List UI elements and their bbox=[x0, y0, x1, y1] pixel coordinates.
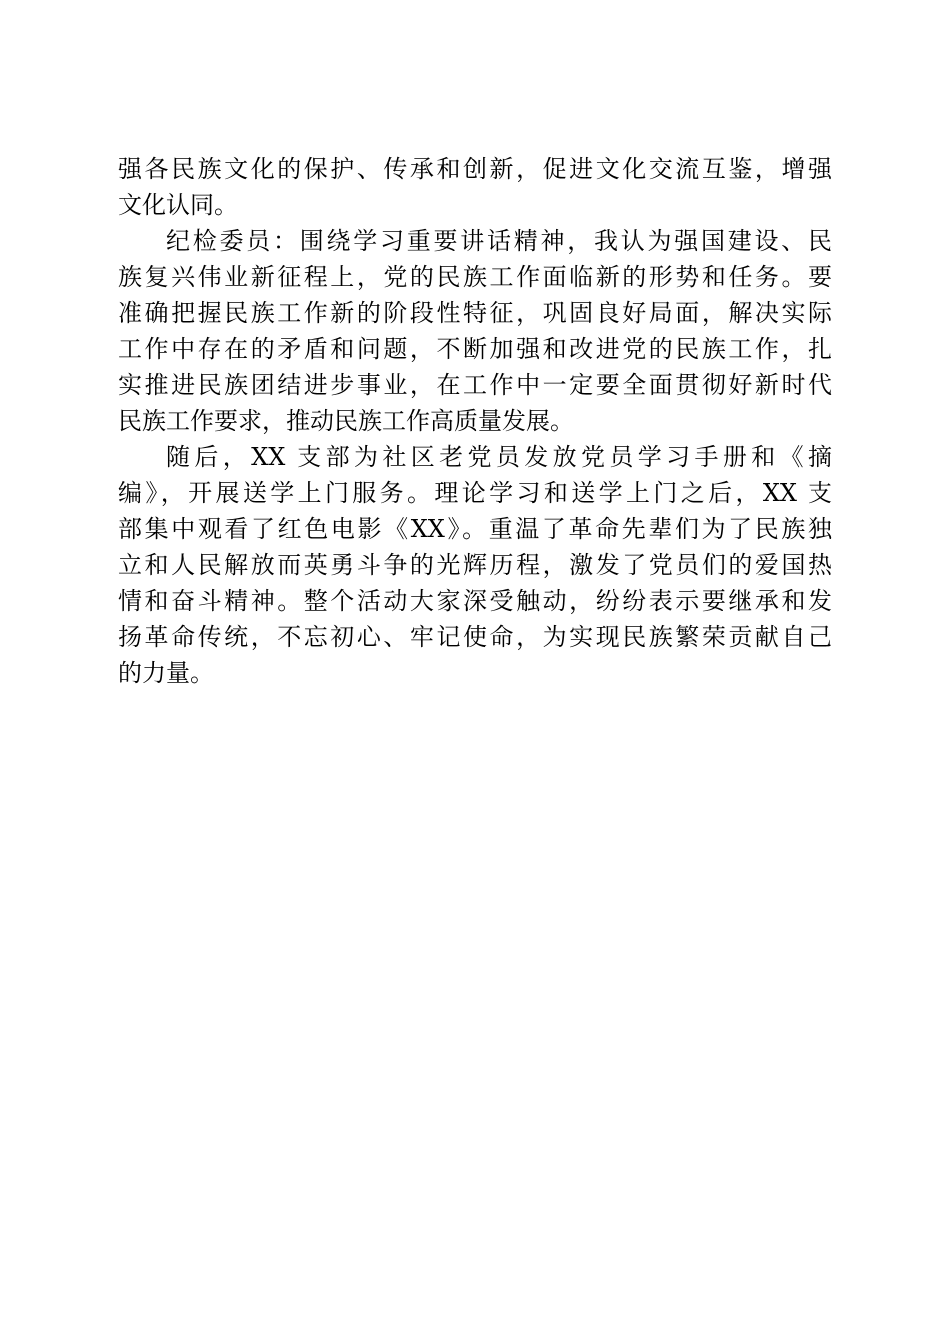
paragraph-line: 族复兴伟业新征程上，党的民族工作面临新的形势和任务。要 bbox=[118, 263, 832, 291]
paragraph-line: 实推进民族团结进步事业，在工作中一定要全面贯彻好新时代 bbox=[118, 371, 832, 399]
paragraph-line: 随后，XX 支部为社区老党员发放党员学习手册和《摘 bbox=[166, 443, 832, 471]
paragraph-line: 准确把握民族工作新的阶段性特征，巩固良好局面，解决实际 bbox=[118, 299, 832, 327]
paragraph-discipline-inspector bbox=[118, 223, 832, 439]
paragraph-line: 的力量。 bbox=[118, 659, 214, 687]
paragraph-line: 扬革命传统，不忘初心、牢记使命，为实现民族繁荣贡献自己 bbox=[118, 623, 832, 651]
paragraph-line: 立和人民解放而英勇斗争的光辉历程，激发了党员们的爱国热 bbox=[118, 551, 832, 579]
paragraph-line: 纪检委员：围绕学习重要讲话精神，我认为强国建设、民 bbox=[166, 227, 832, 255]
paragraph-line: 编》，开展送学上门服务。理论学习和送学上门之后，XX 支 bbox=[118, 479, 832, 507]
paragraph-line: 工作中存在的矛盾和问题，不断加强和改进党的民族工作，扎 bbox=[118, 335, 832, 363]
paragraph-line: 部集中观看了红色电影《XX》。重温了革命先辈们为了民族独 bbox=[118, 515, 832, 543]
paragraph-line: 强各民族文化的保护、传承和创新，促进文化交流互鉴，增强 bbox=[118, 155, 832, 183]
paragraph-line: 文化认同。 bbox=[118, 191, 238, 219]
paragraph-line: 民族工作要求，推动民族工作高质量发展。 bbox=[118, 407, 574, 435]
paragraph-cultural-identity bbox=[118, 151, 832, 223]
paragraph-branch-activity bbox=[118, 439, 832, 691]
document-body bbox=[118, 151, 832, 691]
paragraph-line: 情和奋斗精神。整个活动大家深受触动，纷纷表示要继承和发 bbox=[118, 587, 832, 615]
